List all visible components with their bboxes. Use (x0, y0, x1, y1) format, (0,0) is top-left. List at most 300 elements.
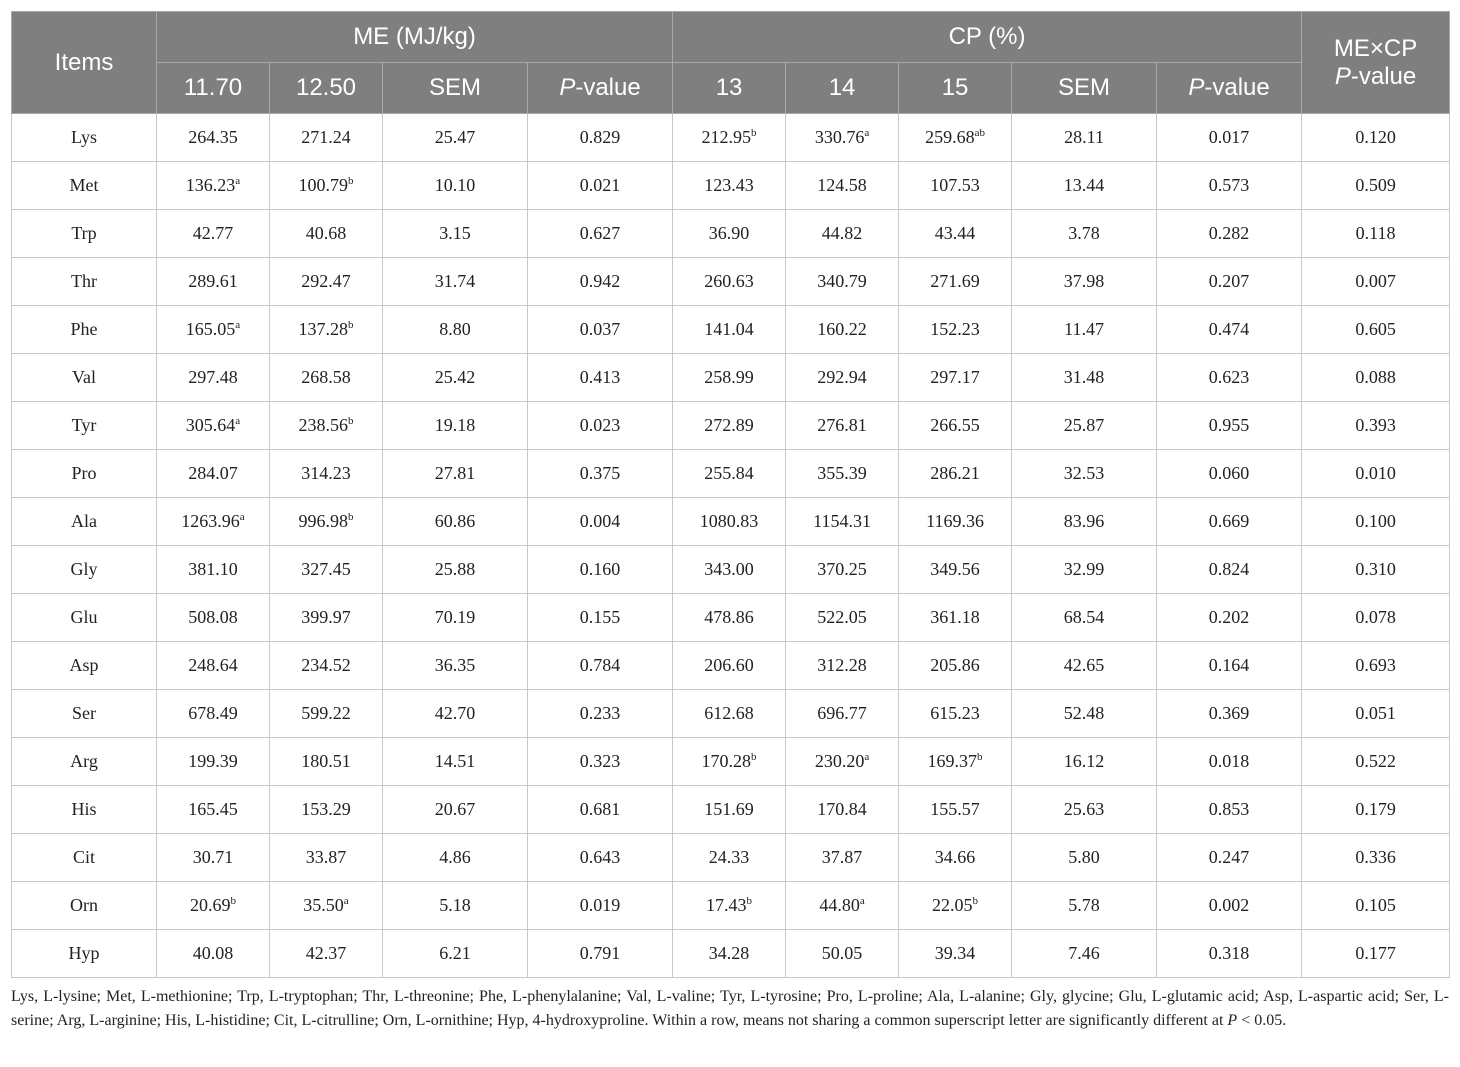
item-cell (12, 738, 157, 786)
significance-letter: b (348, 415, 354, 427)
cp-14-cell-value: 276.81 (817, 415, 867, 435)
mecp-pvalue-cell-value: 0.120 (1355, 127, 1396, 147)
me-pvalue-cell-value: 0.784 (579, 655, 621, 675)
me-pvalue-cell (528, 210, 673, 258)
me-pvalue-cell-value: 0.323 (579, 751, 621, 771)
me-p-letter: P (559, 74, 576, 101)
me-12-50-cell-value: 268.58 (301, 367, 351, 387)
me-sem-cell (383, 450, 528, 498)
cp-13-cell (673, 162, 786, 210)
cp-13-cell (673, 642, 786, 690)
cp-14-cell-value: 330.76 (814, 127, 865, 147)
cp-pvalue-cell (1157, 546, 1302, 594)
cp-sem-cell (1012, 930, 1157, 978)
me-11-70-cell (157, 402, 270, 450)
cp-pvalue-cell (1157, 354, 1302, 402)
me-11-70-cell (157, 498, 270, 546)
cp-15-cell-value: 286.21 (930, 463, 980, 483)
table-row (12, 258, 1450, 306)
cp-13-cell (673, 594, 786, 642)
me-sem-cell (383, 114, 528, 162)
me-pvalue-cell (528, 594, 673, 642)
interaction-header (1302, 12, 1450, 114)
item-cell (12, 306, 157, 354)
table-row (12, 162, 1450, 210)
me-pvalue-cell-value: 0.021 (579, 175, 621, 195)
me-pvalue-cell (528, 546, 673, 594)
table-row (12, 498, 1450, 546)
significance-letter: b (230, 895, 236, 907)
cp-15-cell (899, 258, 1012, 306)
cp-sem-cell-value: 16.12 (1063, 751, 1105, 771)
me-12-50-cell (270, 642, 383, 690)
me-12-50-cell (270, 210, 383, 258)
table-row (12, 114, 1450, 162)
cp-pvalue-cell-value: 0.369 (1208, 703, 1250, 723)
cp-sem-cell-value: 25.87 (1063, 415, 1105, 435)
cp-pvalue-cell-value: 0.824 (1208, 559, 1250, 579)
cp-15-cell (899, 834, 1012, 882)
me-col-pvalue (528, 63, 673, 114)
mecp-pvalue-cell (1302, 402, 1450, 450)
mecp-pvalue-cell-value: 0.509 (1355, 175, 1396, 195)
mecp-pvalue-cell-value: 0.177 (1355, 943, 1396, 963)
cp-sem-cell-value: 68.54 (1063, 607, 1105, 627)
cp-13-cell-value: 272.89 (704, 415, 754, 435)
mecp-pvalue-cell-value: 0.051 (1355, 703, 1396, 723)
cp-pvalue-cell (1157, 786, 1302, 834)
cp-14-cell (786, 450, 899, 498)
mecp-pvalue-cell-value: 0.118 (1355, 223, 1396, 243)
table-row (12, 210, 1450, 258)
me-pvalue-cell-value: 0.413 (579, 367, 621, 387)
cp-15-cell (899, 786, 1012, 834)
interaction-p-letter: P (1334, 62, 1351, 90)
table-row (12, 306, 1450, 354)
cp-13-cell-value: 34.28 (708, 943, 750, 963)
me-pvalue-cell (528, 882, 673, 930)
mecp-pvalue-cell (1302, 354, 1450, 402)
table-row (12, 354, 1450, 402)
cp-pvalue-cell (1157, 882, 1302, 930)
me-pvalue-cell (528, 162, 673, 210)
me-12-50-cell (270, 258, 383, 306)
cp-13-cell-value: 141.04 (704, 319, 754, 339)
me-12-50-cell (270, 594, 383, 642)
item-cell-value: Gly (70, 559, 98, 579)
me-pvalue-cell-value: 0.829 (579, 127, 621, 147)
item-cell (12, 786, 157, 834)
mecp-pvalue-cell (1302, 594, 1450, 642)
cp-13-cell (673, 546, 786, 594)
me-11-70-cell-value: 1263.96 (181, 511, 240, 531)
mecp-pvalue-cell (1302, 930, 1450, 978)
me-11-70-cell-value: 297.48 (188, 367, 238, 387)
me-11-70-cell (157, 594, 270, 642)
cp-13-cell (673, 210, 786, 258)
me-sem-cell-value: 8.80 (439, 319, 471, 339)
significance-letter: b (348, 319, 354, 331)
cp-sem-cell (1012, 402, 1157, 450)
me-12-50-cell (270, 546, 383, 594)
mecp-pvalue-cell-value: 0.310 (1355, 559, 1396, 579)
cp-13-cell (673, 402, 786, 450)
cp-15-cell-value: 152.23 (930, 319, 980, 339)
cp-pvalue-cell-value: 0.017 (1208, 127, 1250, 147)
me-11-70-cell-value: 20.69 (190, 895, 231, 915)
cp-sem-cell (1012, 258, 1157, 306)
me-pvalue-cell (528, 690, 673, 738)
me-pvalue-cell (528, 402, 673, 450)
cp-14-cell (786, 642, 899, 690)
me-11-70-cell (157, 738, 270, 786)
me-sem-cell (383, 834, 528, 882)
significance-letter: a (235, 319, 241, 331)
cp-15-cell (899, 738, 1012, 786)
cp-sem-cell (1012, 354, 1157, 402)
cp-15-cell-value: 615.23 (930, 703, 980, 723)
me-11-70-cell-value: 284.07 (188, 463, 238, 483)
me-sem-cell-value: 31.74 (434, 271, 476, 291)
cp-14-cell-value: 230.20 (814, 751, 865, 771)
cp-13-cell (673, 114, 786, 162)
table-body (12, 114, 1450, 978)
me-12-50-cell-value: 33.87 (305, 847, 347, 867)
me-col-sem: SEM (383, 63, 528, 114)
cp-13-cell-value: 24.33 (708, 847, 750, 867)
cp-15-cell (899, 930, 1012, 978)
amino-acid-table (11, 11, 1450, 978)
me-12-50-cell-value: 271.24 (301, 127, 351, 147)
cp-15-cell-value: 107.53 (930, 175, 980, 195)
item-cell-value: Asp (69, 655, 99, 675)
me-12-50-cell-value: 234.52 (301, 655, 351, 675)
cp-13-cell-value: 151.69 (704, 799, 754, 819)
me-11-70-cell (157, 882, 270, 930)
cp-pvalue-cell-value: 0.164 (1208, 655, 1250, 675)
me-pvalue-cell-value: 0.375 (579, 463, 621, 483)
cp-15-cell-value: 205.86 (930, 655, 980, 675)
mecp-pvalue-cell (1302, 642, 1450, 690)
me-12-50-cell-value: 327.45 (301, 559, 351, 579)
me-12-50-cell-value: 180.51 (301, 751, 351, 771)
me-sem-cell-value: 3.15 (439, 223, 471, 243)
cp-13-cell-value: 612.68 (704, 703, 754, 723)
me-11-70-cell (157, 642, 270, 690)
cp-pvalue-cell-value: 0.202 (1208, 607, 1250, 627)
item-cell (12, 882, 157, 930)
me-pvalue-cell-value: 0.627 (579, 223, 621, 243)
me-pvalue-cell (528, 498, 673, 546)
me-pvalue-cell (528, 306, 673, 354)
cp-13-cell (673, 786, 786, 834)
cp-14-cell-value: 44.80 (819, 895, 860, 915)
cp-14-cell-value: 340.79 (817, 271, 867, 291)
table-header (12, 12, 1450, 114)
me-pvalue-cell (528, 258, 673, 306)
cp-15-cell-value: 259.68 (925, 127, 975, 147)
me-pvalue-cell-value: 0.019 (579, 895, 621, 915)
item-cell (12, 594, 157, 642)
item-cell (12, 930, 157, 978)
cp-pvalue-cell-value: 0.018 (1208, 751, 1250, 771)
me-12-50-cell (270, 930, 383, 978)
me-12-50-cell-value: 153.29 (301, 799, 351, 819)
significance-letter: b (972, 895, 979, 907)
cp-pvalue-cell-value: 0.207 (1208, 271, 1250, 291)
cp-15-cell-value: 22.05 (932, 895, 973, 915)
cp-15-cell (899, 882, 1012, 930)
cp-14-cell-value: 1154.31 (813, 511, 871, 531)
me-sem-cell-value: 5.18 (439, 895, 471, 915)
mecp-pvalue-cell (1302, 114, 1450, 162)
me-sem-cell (383, 162, 528, 210)
item-cell (12, 834, 157, 882)
cp-sem-cell-value: 3.78 (1068, 223, 1100, 243)
table-row (12, 786, 1450, 834)
footnote-threshold: < 0.05. (1237, 1012, 1287, 1029)
cp-13-cell-value: 478.86 (704, 607, 754, 627)
cp-pvalue-cell (1157, 210, 1302, 258)
me-pvalue-cell (528, 114, 673, 162)
item-cell-value: Lys (70, 127, 97, 147)
table-row (12, 834, 1450, 882)
me-11-70-cell-value: 678.49 (188, 703, 238, 723)
me-11-70-cell (157, 546, 270, 594)
cp-sem-cell (1012, 594, 1157, 642)
cp-13-cell (673, 930, 786, 978)
significance-letter: b (746, 895, 753, 907)
cp-14-cell (786, 354, 899, 402)
mecp-pvalue-cell-value: 0.393 (1355, 415, 1396, 435)
me-sem-cell (383, 210, 528, 258)
me-11-70-cell (157, 930, 270, 978)
mecp-pvalue-cell (1302, 882, 1450, 930)
cp-sem-cell-value: 5.80 (1068, 847, 1100, 867)
cp-13-cell (673, 882, 786, 930)
cp-14-cell-value: 50.05 (821, 943, 863, 963)
item-cell-value: Phe (70, 319, 98, 339)
table-row (12, 642, 1450, 690)
cp-col-sem: SEM (1012, 63, 1157, 114)
cp-col-pvalue (1157, 63, 1302, 114)
me-11-70-cell (157, 114, 270, 162)
cp-13-cell (673, 738, 786, 786)
cp-15-cell-value: 155.57 (930, 799, 980, 819)
cp-13-cell-value: 170.28 (701, 751, 752, 771)
me-sem-cell (383, 498, 528, 546)
table-row (12, 882, 1450, 930)
cp-pvalue-cell-value: 0.474 (1208, 319, 1250, 339)
cp-15-cell-value: 271.69 (930, 271, 980, 291)
cp-col-13: 13 (673, 63, 786, 114)
me-12-50-cell (270, 786, 383, 834)
me-sem-cell-value: 6.21 (439, 943, 471, 963)
me-12-50-cell (270, 306, 383, 354)
cp-13-cell-value: 123.43 (704, 175, 754, 195)
cp-13-cell-value: 17.43 (706, 895, 747, 915)
cp-sem-cell-value: 25.63 (1063, 799, 1105, 819)
significance-letter: a (864, 751, 870, 763)
me-sem-cell-value: 25.88 (434, 559, 476, 579)
cp-13-cell-value: 206.60 (704, 655, 754, 675)
me-12-50-cell (270, 738, 383, 786)
me-pvalue-cell (528, 450, 673, 498)
me-pvalue-cell-value: 0.037 (579, 319, 621, 339)
item-cell-value: Tyr (71, 415, 97, 435)
cp-sem-cell (1012, 306, 1157, 354)
mecp-pvalue-cell-value: 0.088 (1355, 367, 1396, 387)
me-pvalue-cell-value: 0.233 (579, 703, 621, 723)
cp-15-cell (899, 642, 1012, 690)
me-12-50-cell (270, 834, 383, 882)
significance-letter: b (348, 175, 354, 187)
me-sem-cell-value: 20.67 (434, 799, 476, 819)
me-12-50-cell-value: 42.37 (305, 943, 347, 963)
me-12-50-cell (270, 450, 383, 498)
item-cell (12, 258, 157, 306)
me-sem-cell-value: 60.86 (434, 511, 476, 531)
cp-13-cell (673, 498, 786, 546)
me-12-50-cell-value: 996.98 (298, 511, 348, 531)
cp-14-cell (786, 786, 899, 834)
item-cell-value: Ser (72, 703, 96, 723)
cp-pvalue-cell-value: 0.573 (1208, 175, 1250, 195)
me-12-50-cell (270, 498, 383, 546)
significance-letter: a (859, 895, 865, 907)
cp-15-cell-value: 39.34 (934, 943, 976, 963)
table-row (12, 450, 1450, 498)
cp-pvalue-cell (1157, 402, 1302, 450)
significance-letter: b (348, 511, 354, 523)
cp-14-cell-value: 522.05 (817, 607, 867, 627)
me-sem-cell (383, 690, 528, 738)
cp-sem-cell (1012, 882, 1157, 930)
cp-pvalue-cell-value: 0.318 (1208, 943, 1250, 963)
me-11-70-cell (157, 690, 270, 738)
me-pvalue-cell (528, 354, 673, 402)
cp-pvalue-cell (1157, 834, 1302, 882)
me-pvalue-cell-value: 0.023 (579, 415, 621, 435)
me-12-50-cell-value: 100.79 (298, 175, 348, 195)
table-footnote (11, 985, 1449, 1033)
cp-pvalue-cell (1157, 162, 1302, 210)
item-cell-value: Trp (71, 223, 97, 243)
cp-pvalue-cell (1157, 738, 1302, 786)
me-12-50-cell-value: 399.97 (301, 607, 351, 627)
significance-letter: b (751, 751, 757, 763)
cp-15-cell (899, 114, 1012, 162)
me-11-70-cell (157, 258, 270, 306)
table-row (12, 690, 1450, 738)
me-pvalue-cell (528, 834, 673, 882)
cp-pvalue-cell-value: 0.282 (1208, 223, 1250, 243)
cp-13-cell-value: 212.95 (701, 127, 752, 147)
cp-sem-cell (1012, 834, 1157, 882)
me-col-12-50: 12.50 (270, 63, 383, 114)
me-12-50-cell (270, 162, 383, 210)
me-sem-cell (383, 546, 528, 594)
mecp-pvalue-cell (1302, 690, 1450, 738)
item-cell (12, 402, 157, 450)
me-sem-cell (383, 738, 528, 786)
cp-14-cell-value: 37.87 (821, 847, 863, 867)
cp-15-cell (899, 210, 1012, 258)
significance-letter: a (864, 127, 870, 139)
significance-letter: a (235, 415, 241, 427)
interaction-p-suffix: -value (1350, 62, 1417, 90)
cp-15-cell (899, 690, 1012, 738)
cp-15-cell (899, 450, 1012, 498)
cp-sem-cell-value: 31.48 (1063, 367, 1105, 387)
cp-15-cell (899, 402, 1012, 450)
item-cell (12, 450, 157, 498)
me-sem-cell (383, 258, 528, 306)
me-sem-cell (383, 402, 528, 450)
significance-letter: a (235, 175, 241, 187)
cp-14-cell (786, 258, 899, 306)
me-sem-cell-value: 27.81 (434, 463, 476, 483)
cp-13-cell-value: 1080.83 (699, 511, 759, 531)
me-sem-cell (383, 594, 528, 642)
cp-pvalue-cell (1157, 690, 1302, 738)
me-sem-cell (383, 786, 528, 834)
cp-14-cell (786, 690, 899, 738)
me-pvalue-cell-value: 0.942 (579, 271, 621, 291)
item-cell-value: Thr (71, 271, 97, 291)
cp-13-cell-value: 258.99 (704, 367, 754, 387)
me-12-50-cell (270, 354, 383, 402)
item-cell-value: Arg (70, 751, 98, 771)
me-11-70-cell-value: 165.05 (185, 319, 236, 339)
me-12-50-cell-value: 599.22 (301, 703, 351, 723)
cp-14-cell (786, 402, 899, 450)
mecp-pvalue-cell (1302, 450, 1450, 498)
cp-sem-cell-value: 37.98 (1063, 271, 1105, 291)
cp-14-cell (786, 306, 899, 354)
me-11-70-cell (157, 354, 270, 402)
me-sem-cell-value: 10.10 (434, 175, 476, 195)
cp-14-cell (786, 930, 899, 978)
me-12-50-cell-value: 35.50 (303, 895, 344, 915)
me-sem-cell-value: 42.70 (434, 703, 476, 723)
cp-pvalue-cell (1157, 258, 1302, 306)
mecp-pvalue-cell-value: 0.105 (1355, 895, 1396, 915)
cp-sem-cell-value: 5.78 (1068, 895, 1100, 915)
cp-15-cell (899, 594, 1012, 642)
mecp-pvalue-cell (1302, 306, 1450, 354)
cp-sem-cell-value: 83.96 (1063, 511, 1105, 531)
significance-letter: ab (974, 127, 985, 139)
item-cell-value: Hyp (68, 943, 100, 963)
me-11-70-cell-value: 136.23 (185, 175, 236, 195)
me-11-70-cell (157, 162, 270, 210)
significance-letter: b (977, 751, 983, 763)
me-11-70-cell-value: 289.61 (188, 271, 238, 291)
cp-sem-cell-value: 42.65 (1063, 655, 1105, 675)
items-header: Items (12, 12, 157, 114)
me-11-70-cell (157, 450, 270, 498)
cp-13-cell (673, 450, 786, 498)
me-11-70-cell (157, 834, 270, 882)
me-sem-cell (383, 882, 528, 930)
me-sem-cell-value: 25.47 (434, 127, 476, 147)
me-11-70-cell-value: 42.77 (192, 223, 234, 243)
cp-sem-cell-value: 13.44 (1063, 175, 1105, 195)
me-11-70-cell-value: 305.64 (185, 415, 236, 435)
cp-13-cell-value: 343.00 (704, 559, 754, 579)
cp-group-header: CP (%) (673, 12, 1302, 63)
